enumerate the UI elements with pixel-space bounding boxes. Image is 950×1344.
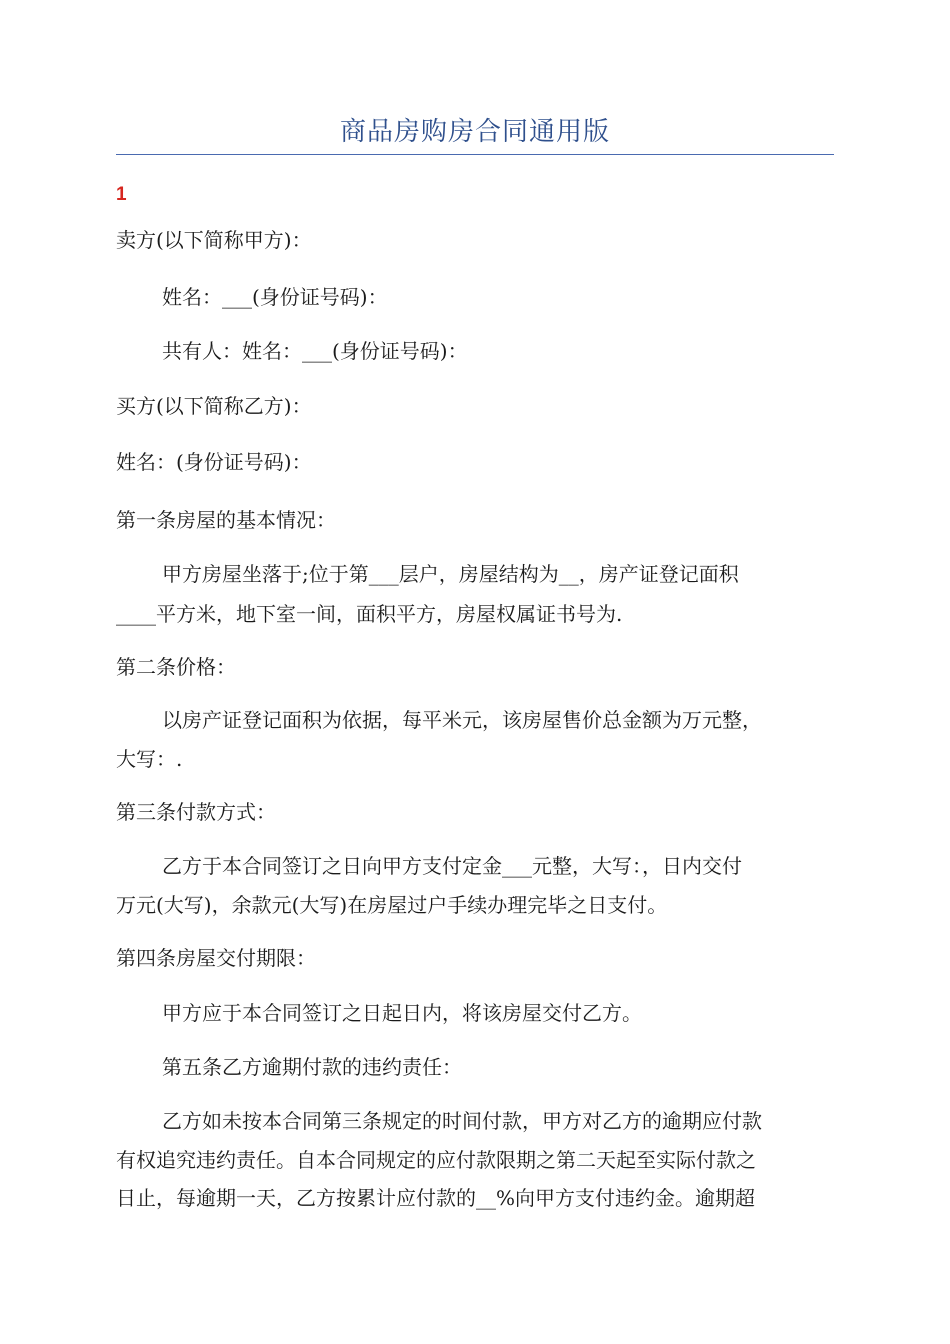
article-2-heading: 第二条价格： — [116, 655, 236, 679]
article-5-text-line: 日止，每逾期一天，乙方按累计应付款的__%向甲方支付违约金。逾期超 — [116, 1186, 756, 1210]
article-3-text-line: 乙方于本合同签订之日向甲方支付定金___元整，大写：，日内交付 — [162, 854, 742, 878]
article-5-heading: 第五条乙方逾期付款的违约责任： — [162, 1055, 462, 1079]
article-5-text-line: 乙方如未按本合同第三条规定的时间付款，甲方对乙方的逾期应付款 — [162, 1109, 762, 1133]
article-4-heading: 第四条房屋交付期限： — [116, 946, 316, 970]
buyer-heading: 买方(以下简称乙方)： — [116, 394, 312, 418]
co-owner-name-line: 共有人：姓名：___(身份证号码)： — [162, 339, 468, 363]
article-5-text-line: 有权追究违约责任。自本合同规定的应付款限期之第二天起至实际付款之 — [116, 1148, 756, 1172]
seller-heading: 卖方(以下简称甲方)： — [116, 228, 312, 252]
article-1-text-line: ____平方米，地下室一间，面积平方，房屋权属证书号为. — [116, 602, 623, 626]
article-3-text-line: 万元(大写)，余款元(大写)在房屋过户手续办理完毕之日支付。 — [116, 893, 668, 917]
article-1-heading: 第一条房屋的基本情况： — [116, 508, 336, 532]
title-underline — [116, 154, 834, 155]
article-3-heading: 第三条付款方式： — [116, 800, 276, 824]
document-title: 商品房购房合同通用版 — [339, 117, 610, 147]
seller-name-line: 姓名：___(身份证号码)： — [162, 285, 388, 309]
buyer-name-line: 姓名：(身份证号码)： — [116, 450, 312, 474]
article-4-text-line: 甲方应于本合同签订之日起日内，将该房屋交付乙方。 — [162, 1001, 642, 1025]
article-2-text-line: 大写：. — [116, 747, 183, 771]
section-number: 1 — [116, 184, 127, 205]
article-2-text-line: 以房产证登记面积为依据，每平米元，该房屋售价总金额为万元整， — [162, 708, 762, 732]
article-1-text-line: 甲方房屋坐落于;位于第___层户，房屋结构为__，房产证登记面积 — [162, 562, 739, 586]
